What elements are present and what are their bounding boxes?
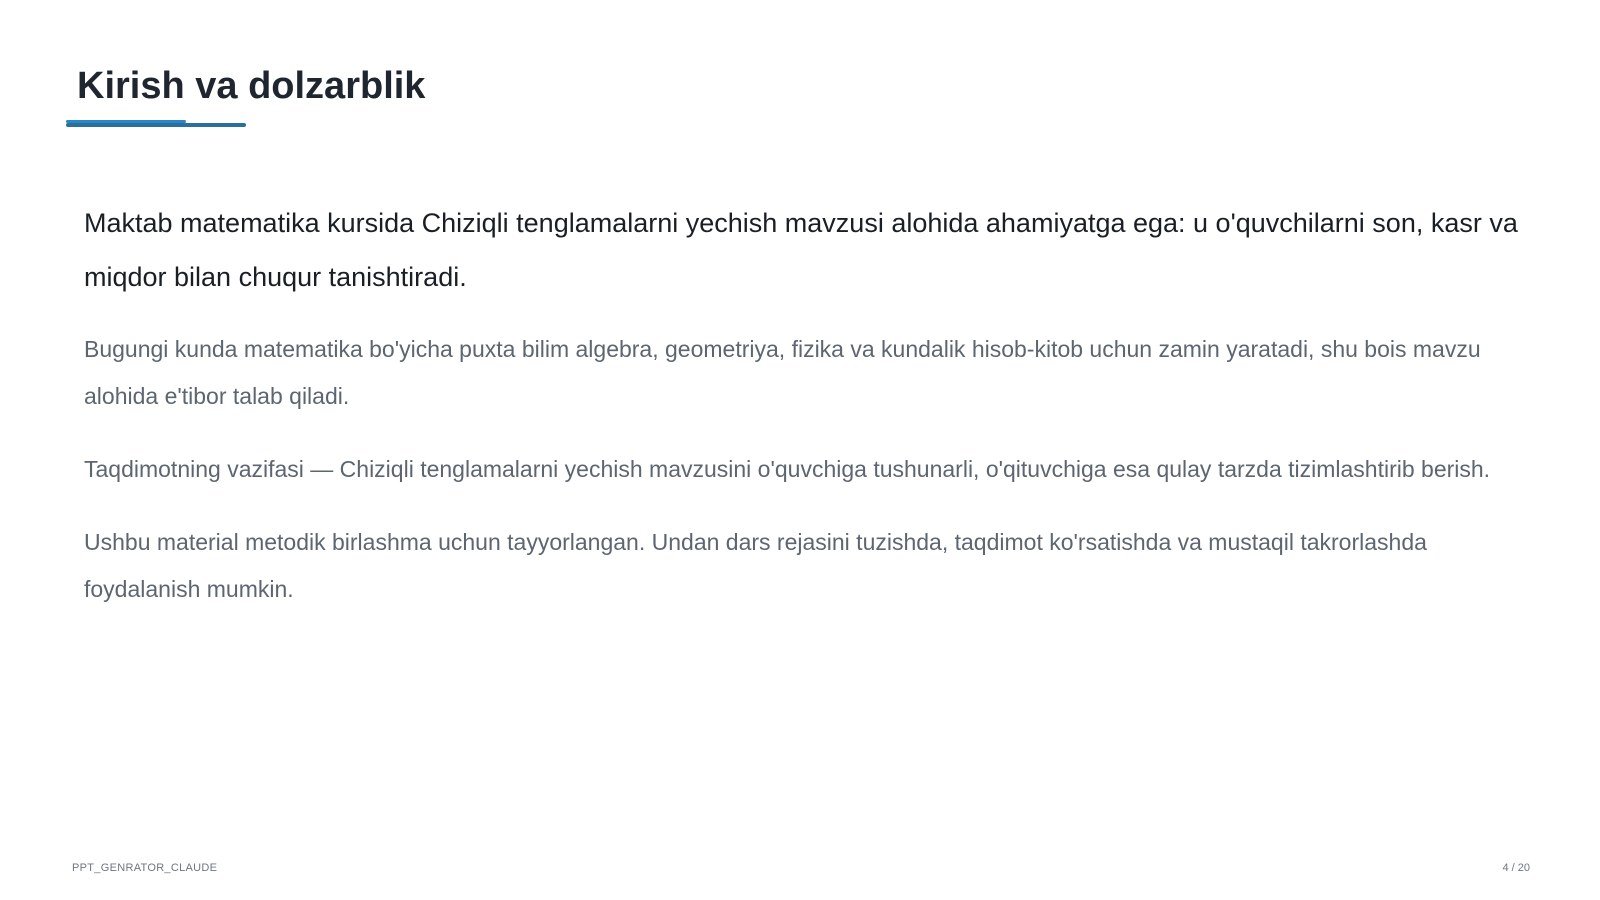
slide-title: Kirish va dolzarblik — [77, 65, 426, 107]
body-paragraph: Ushbu material metodik birlashma uchun tayyorlangan. Undan dars rejasini tuzishda, taqdimot ko'rsatishda va mustaqil takrorlashda foydalanish mumkin. — [84, 529, 1427, 602]
page-number: 4 / 20 — [1502, 862, 1530, 874]
body-paragraph: Taqdimotning vazifasi — Chiziqli tenglamalarni yechish mavzusini o'quvchiga tushunarli, o'qituvchiga esa qulay tarzda tizimlashtirib berish. — [84, 456, 1491, 482]
slide-content — [84, 196, 1524, 639]
footer-source-label: PPT_GENRATOR_CLAUDE — [72, 862, 218, 874]
title-underline-accent — [66, 120, 186, 123]
body-paragraph: Bugungi kunda matematika bo'yicha puxta bilim algebra, geometriya, fizika va kundalik hisob-kitob uchun zamin yaratadi, shu bois mavzu alohida e'tibor talab qiladi. — [84, 336, 1481, 409]
title-underline — [66, 123, 246, 127]
lead-paragraph: Maktab matematika kursida Chiziqli tenglamalarni yechish mavzusi alohida ahamiyatga ega: u o'quvchilarni son, kasr va miqdor bilan chuqur tanishtiradi. — [84, 208, 1518, 292]
